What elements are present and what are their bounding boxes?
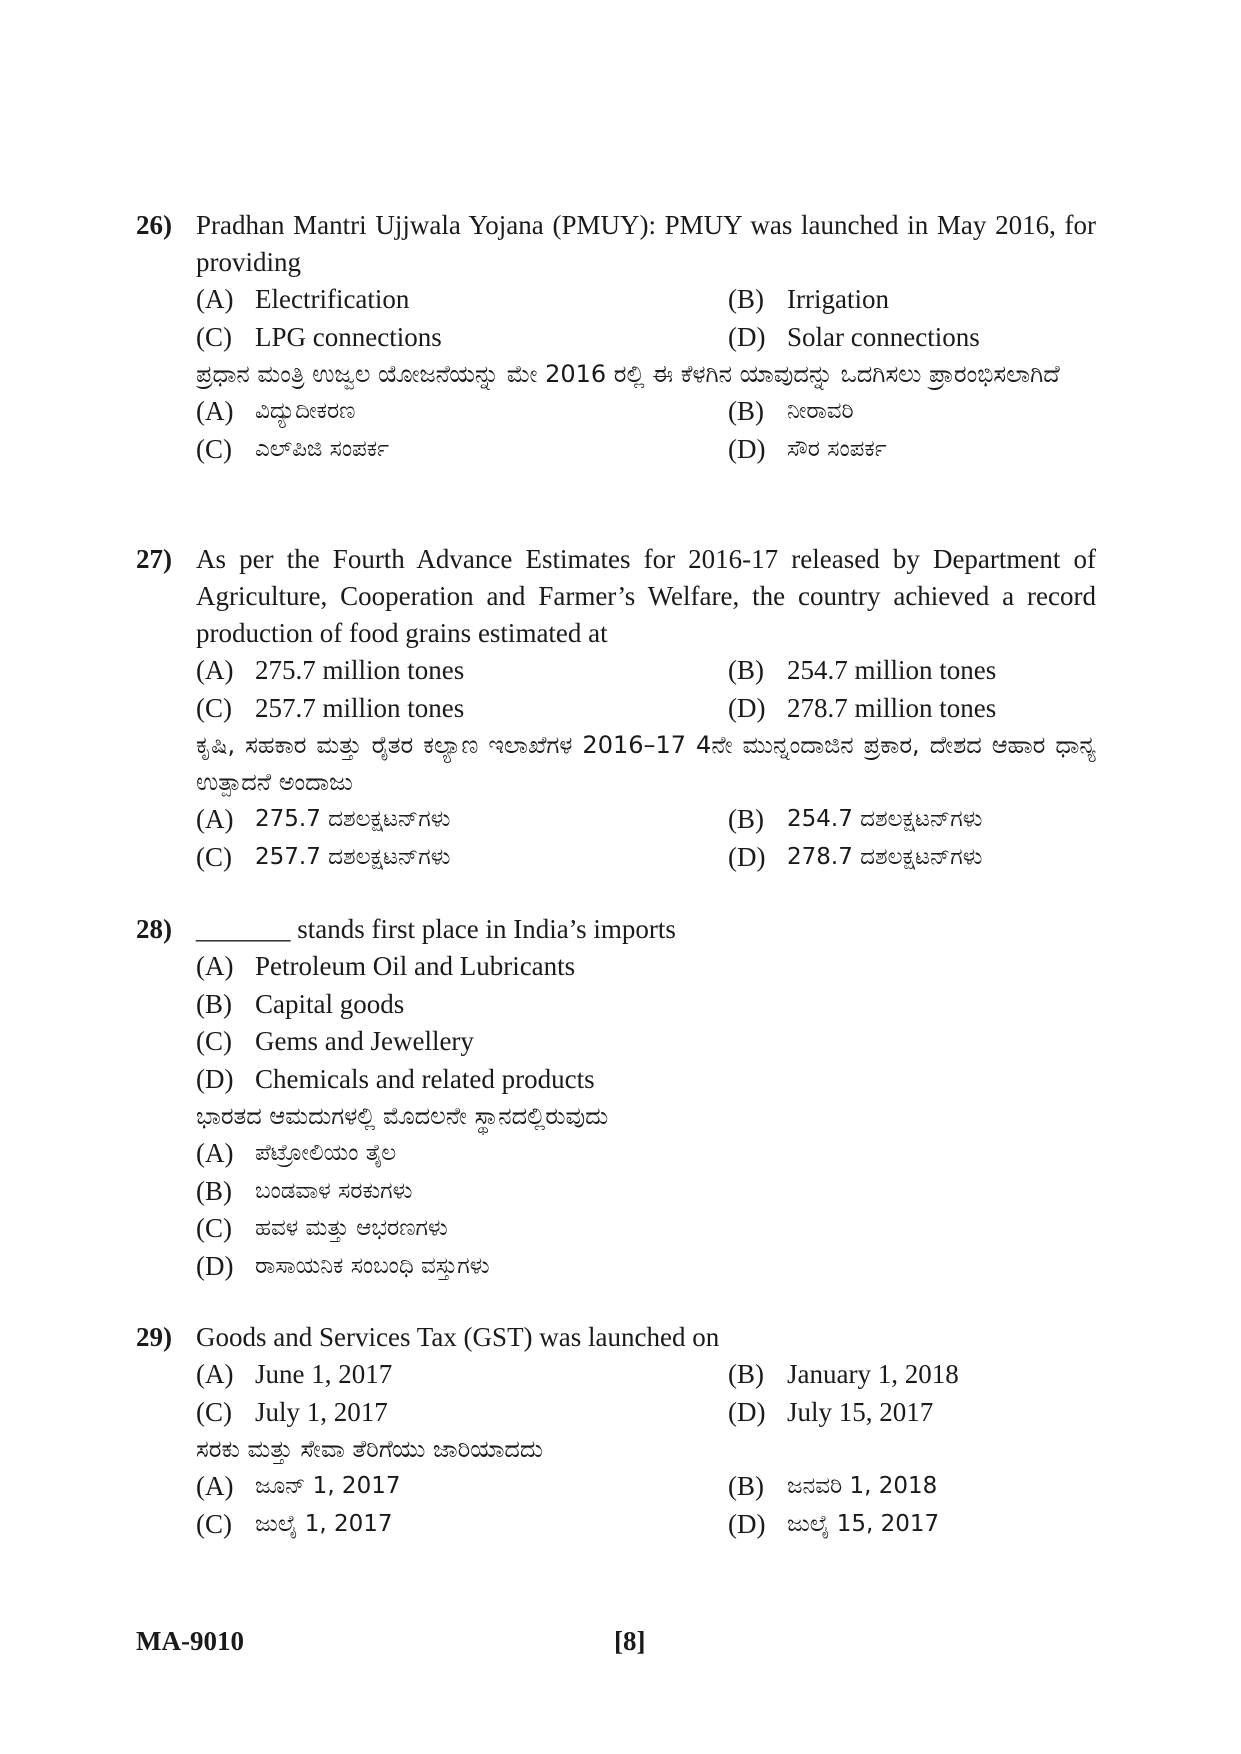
option-d: (D) 278.7 million tones bbox=[728, 692, 997, 723]
question-26 bbox=[136, 207, 1096, 468]
kannada-option-d: (D) ಸೌರ ಸಂಪರ್ಕ bbox=[728, 433, 887, 464]
kannada-option-b: (B) 254.7 ದಶಲಕ್ಷಟನ್‌ಗಳು bbox=[728, 804, 983, 834]
kannada-option-b: (B) ಜನವರಿ 1, 2018 bbox=[728, 1471, 938, 1501]
kannada-options bbox=[196, 801, 1096, 876]
kannada-option-d: (D) ರಾಸಾಯನಿಕ ಸಂಬಂಧಿ ವಸ್ತುಗಳು bbox=[196, 1250, 490, 1281]
kannada-question-text: ಪ್ರಧಾನ ಮಂತ್ರಿ ಉಜ್ವಲ ಯೋಜನೆಯನ್ನು ಮೇ 2016 ರಲ್ಲಿ ಈ ಕೆಳಗಿನ ಯಾವುದನ್ನು ಒದಗಿಸಲು ಪ್ರಾರಂಭಿಸಲಾಗಿದೆ bbox=[196, 360, 1060, 388]
kannada-option-a: (A) ಜೂನ್ 1, 2017 bbox=[196, 1471, 401, 1501]
question-text: As per the Fourth Advance Estimates for 2016-17 released by Department of Agriculture, Cooperation and Farmer’s Welfare, the country achieved a record production of food grains estimated at bbox=[196, 544, 1096, 648]
page-number: [8] bbox=[614, 1626, 646, 1656]
option-a: (A) June 1, 2017 bbox=[196, 1359, 393, 1389]
kannada-options bbox=[196, 1468, 1096, 1543]
option-d: (D) Solar connections bbox=[728, 321, 980, 352]
kannada-option-d: (D) ಜುಲೈ 15, 2017 bbox=[728, 1508, 940, 1539]
kannada-option-d: (D) 278.7 ದಶಲಕ್ಷಟನ್‌ಗಳು bbox=[728, 841, 983, 872]
question-number: 28) bbox=[136, 914, 172, 944]
kannada-option-b: (B) ನೀರಾವರಿ bbox=[728, 396, 854, 426]
option-c: (C) July 1, 2017 bbox=[196, 1396, 388, 1427]
question-text: Pradhan Mantri Ujjwala Yojana (PMUY): PMUY was launched in May 2016, for providing bbox=[196, 210, 1096, 277]
kannada-option-b: (B) ಬಂಡವಾಳ ಸರಕುಗಳು bbox=[196, 1175, 413, 1206]
kannada-option-c: (C) 257.7 ದಶಲಕ್ಷಟನ್‌ಗಳು bbox=[196, 841, 451, 872]
kannada-option-a: (A) ಪೆಟ್ರೋಲಿಯಂ ತೈಲ bbox=[196, 1138, 397, 1168]
option-c: (C) LPG connections bbox=[196, 321, 442, 352]
question-28 bbox=[136, 911, 1096, 1285]
kannada-option-a: (A) ವಿದ್ಯುದೀಕರಣ bbox=[196, 396, 356, 426]
question-number: 27) bbox=[136, 544, 172, 574]
english-options bbox=[196, 948, 1096, 1098]
kannada-question-text: ಕೃಷಿ, ಸಹಕಾರ ಮತ್ತು ರೈತರ ಕಲ್ಯಾಣ ಇಲಾಖೆಗಳ 2016–17 4ನೇ ಮುನ್ನಂದಾಜಿನ ಪ್ರಕಾರ, ದೇಶದ ಆಹಾರ ಧಾನ್ಯ ಉತ್ಪಾದನೆ ಅಂದಾಜು bbox=[196, 731, 1096, 796]
question-text: _______ stands first place in India’s imports bbox=[196, 914, 676, 944]
option-d: (D) July 15, 2017 bbox=[728, 1396, 934, 1427]
paper-code: MA-9010 bbox=[136, 1626, 244, 1656]
kannada-question-text: ಭಾರತದ ಆಮದುಗಳಲ್ಲಿ ಮೊದಲನೇ ಸ್ಥಾನದಲ್ಲಿರುವುದು bbox=[196, 1102, 609, 1130]
kannada-option-c: (C) ಹವಳ ಮತ್ತು ಆಭರಣಗಳು bbox=[196, 1213, 448, 1243]
english-options bbox=[196, 652, 1096, 727]
english-options bbox=[196, 281, 1096, 356]
option-a: (A) 275.7 million tones bbox=[196, 655, 465, 685]
kannada-options bbox=[196, 393, 1096, 468]
kannada-option-c: (C) ಜುಲೈ 1, 2017 bbox=[196, 1508, 393, 1539]
option-a: (A) Electrification bbox=[196, 284, 410, 314]
kannada-option-a: (A) 275.7 ದಶಲಕ್ಷಟನ್‌ಗಳು bbox=[196, 804, 451, 834]
question-27 bbox=[136, 541, 1096, 876]
question-29 bbox=[136, 1319, 1096, 1543]
option-c: (C) 257.7 million tones bbox=[196, 692, 465, 723]
option-a: (A) Petroleum Oil and Lubricants bbox=[196, 951, 576, 981]
option-b: (B) Capital goods bbox=[196, 988, 405, 1019]
question-number: 26) bbox=[136, 210, 172, 240]
kannada-question-text: ಸರಕು ಮತ್ತು ಸೇವಾ ತೆರಿಗೆಯು ಜಾರಿಯಾದದು bbox=[196, 1435, 544, 1463]
kannada-option-c: (C) ಎಲ್‌ಪಿಜಿ ಸಂಪರ್ಕ bbox=[196, 433, 390, 464]
question-number: 29) bbox=[136, 1322, 172, 1352]
english-options bbox=[196, 1356, 1096, 1431]
kannada-options bbox=[196, 1135, 1096, 1285]
option-b: (B) 254.7 million tones bbox=[728, 655, 997, 685]
option-b: (B) January 1, 2018 bbox=[728, 1359, 959, 1389]
question-text: Goods and Services Tax (GST) was launched on bbox=[196, 1322, 720, 1352]
option-d: (D) Chemicals and related products bbox=[196, 1063, 595, 1094]
option-c: (C) Gems and Jewellery bbox=[196, 1026, 474, 1056]
option-b: (B) Irrigation bbox=[728, 284, 889, 314]
